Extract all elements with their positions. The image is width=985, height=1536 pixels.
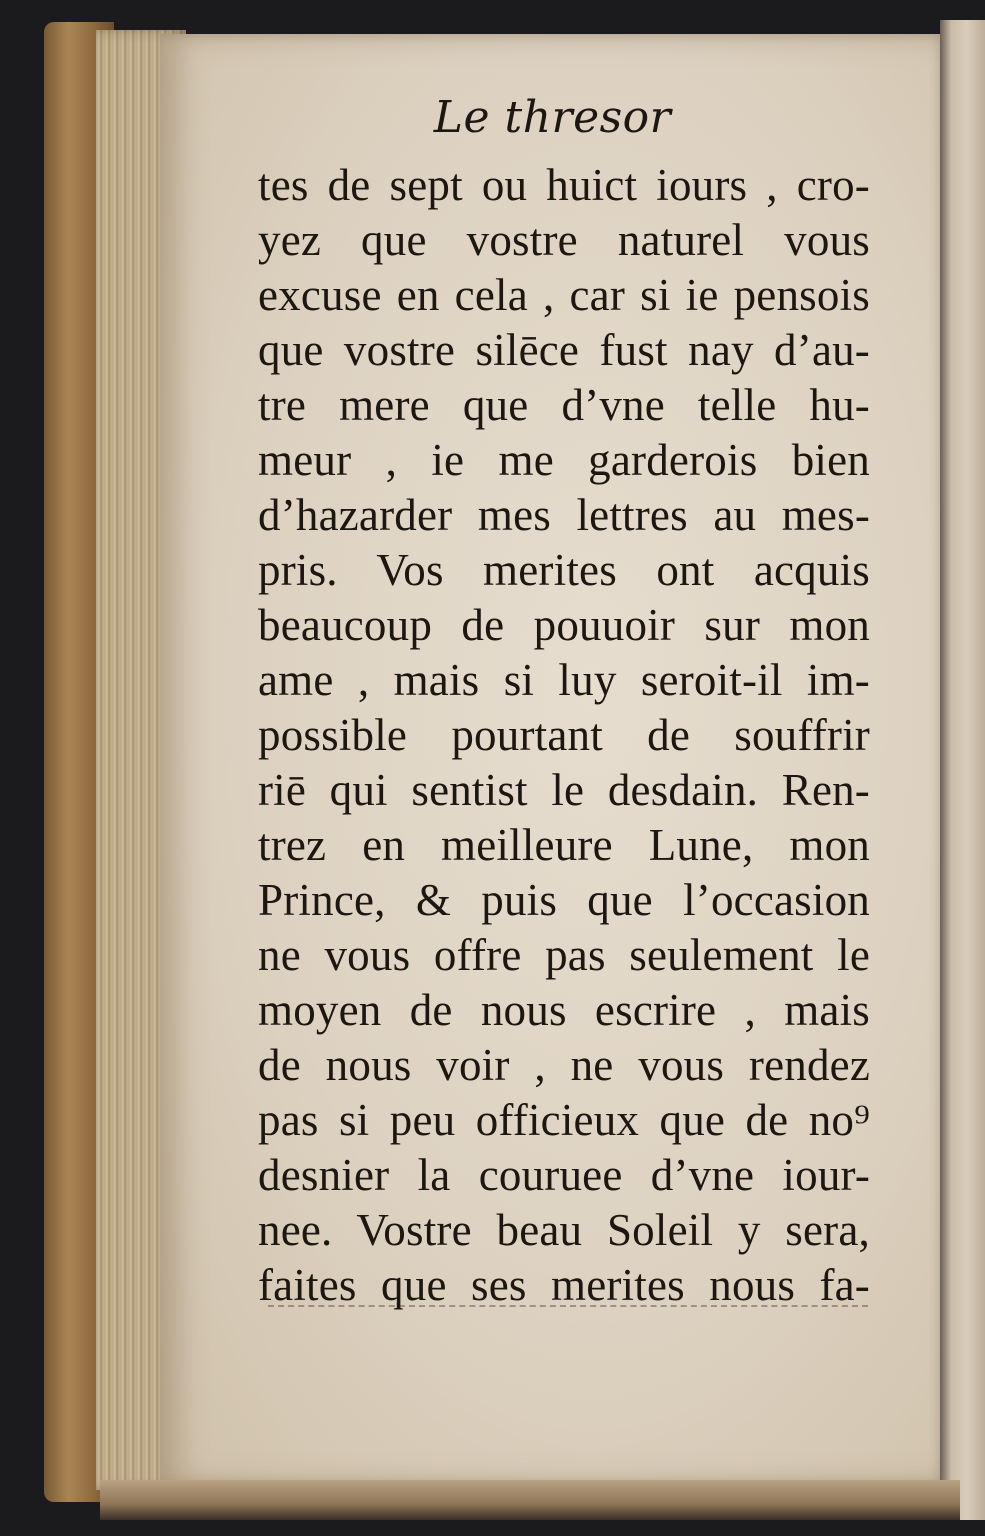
text-line: Prince, & puis que l’occasion [258,875,870,925]
running-head: Le thresor [433,92,672,143]
text-line: nee. Vostre beau Soleil y sera, [258,1205,870,1255]
text-line: possible pourtant de souffrir [258,710,870,760]
text-line: meur , ie me garderois bien [258,435,870,485]
text-line: pas si peu officieux que de no⁹ [258,1095,870,1145]
facing-page-edge [940,20,985,1520]
text-line: tes de sept ou huict iours , cro- [258,160,870,210]
text-line: tre mere que d’vne telle hu- [258,380,870,430]
text-line: ne vous offre pas seulement le [258,930,870,980]
text-line: de nous voir , ne vous rendez [258,1040,870,1090]
catchword-rule [268,1305,868,1307]
text-line: d’hazarder mes lettres au mes- [258,490,870,540]
book-bottom-edge [100,1480,960,1520]
text-line: beaucoup de pouuoir sur mon [258,600,870,650]
text-line: riē qui sentist le desdain. Ren- [258,765,870,815]
text-line: desnier la couruee d’vne iour- [258,1150,870,1200]
page-text [258,158,870,1313]
text-line: faites que ses merites nous fa- [258,1260,870,1310]
text-line: que vostre silēce fust nay d’au- [258,325,870,375]
text-line: moyen de nous escrire , mais [258,985,870,1035]
text-line: pris. Vos merites ont acquis [258,545,870,595]
text-line: yez que vostre naturel vous [258,215,870,265]
text-line: trez en meilleure Lune, mon [258,820,870,870]
text-line: excuse en cela , car si ie pensois [258,270,870,320]
text-line: ame , mais si luy seroit-il im- [258,655,870,705]
